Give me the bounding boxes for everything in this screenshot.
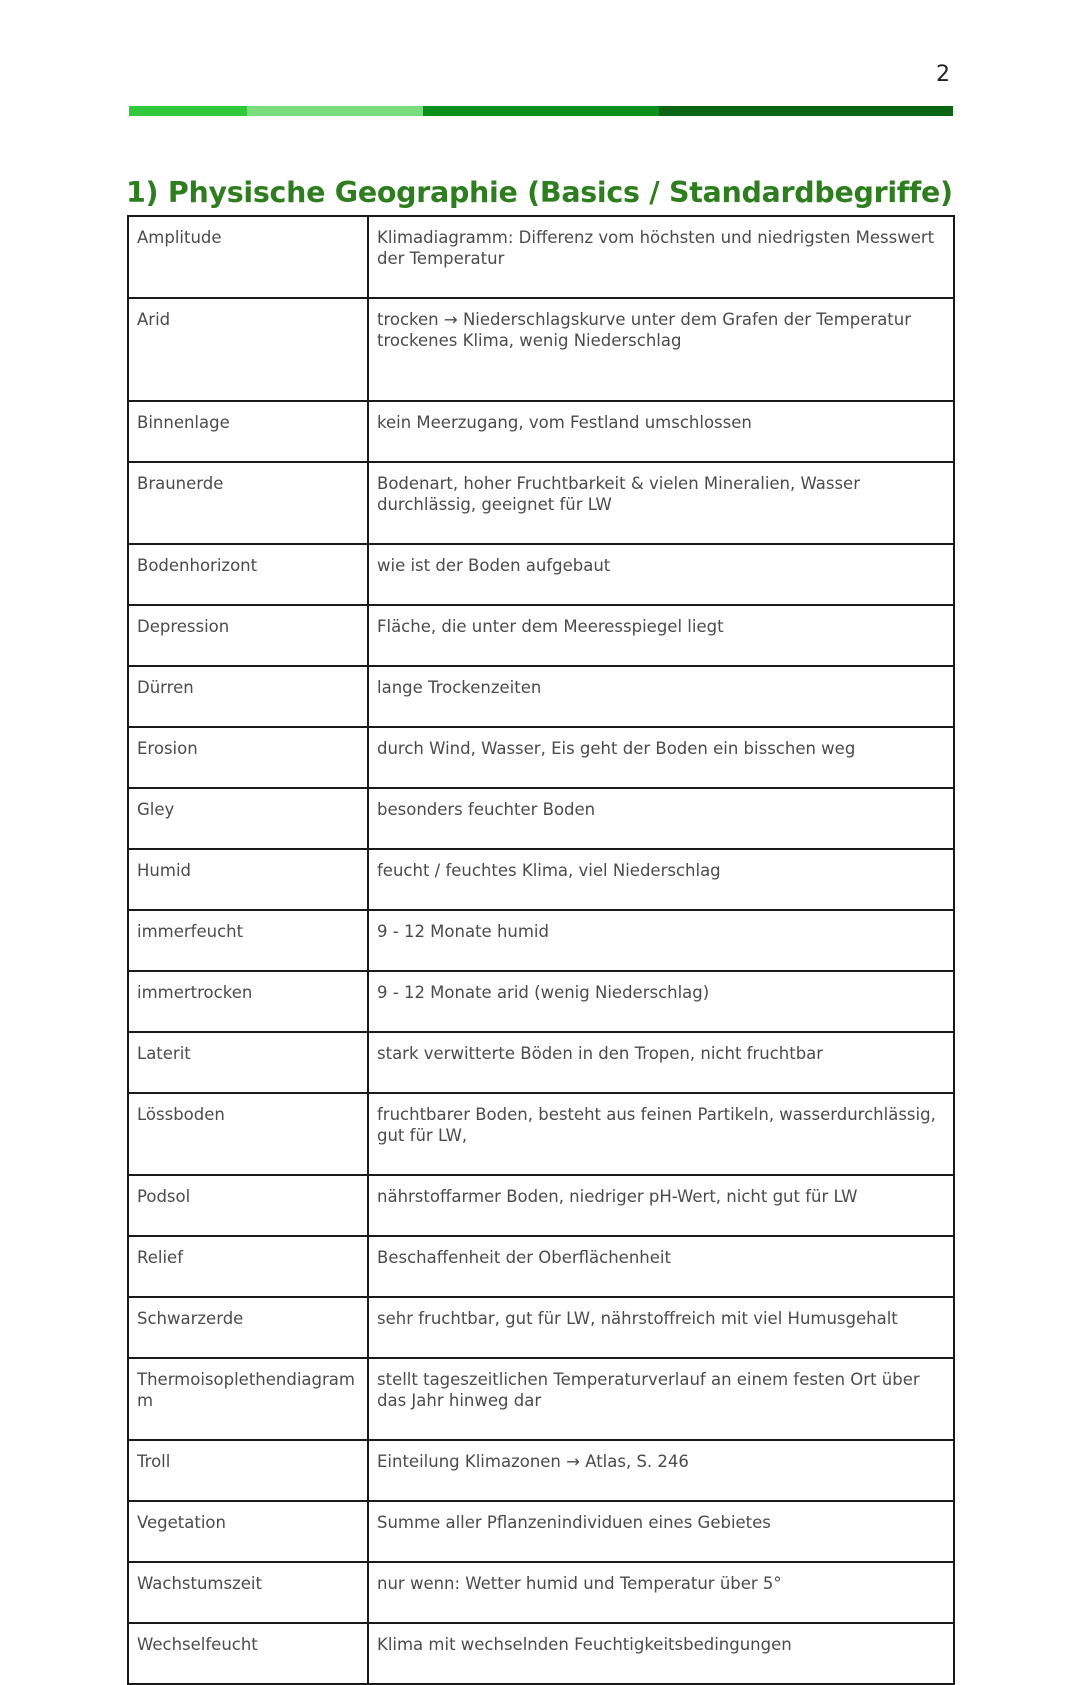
glossary-term: Humid — [128, 849, 368, 910]
glossary-row — [128, 1236, 954, 1297]
glossary-table — [127, 215, 955, 1685]
glossary-row — [128, 401, 954, 462]
glossary-definition: fruchtbarer Boden, besteht aus feinen Partikeln, wasserdurchlässig, gut für LW, — [368, 1093, 954, 1175]
glossary-definition: kein Meerzugang, vom Festland umschlossen — [368, 401, 954, 462]
glossary-term: Braunerde — [128, 462, 368, 544]
glossary-term: Relief — [128, 1236, 368, 1297]
glossary-row — [128, 462, 954, 544]
glossary-term: Vegetation — [128, 1501, 368, 1562]
color-bar-segment-1 — [129, 106, 247, 116]
glossary-definition: wie ist der Boden aufgebaut — [368, 544, 954, 605]
glossary-row — [128, 910, 954, 971]
glossary-row — [128, 544, 954, 605]
glossary-row — [128, 1562, 954, 1623]
glossary-term: Depression — [128, 605, 368, 666]
page-number: 2 — [936, 62, 950, 87]
glossary-definition: Summe aller Pflanzenindividuen eines Gebietes — [368, 1501, 954, 1562]
glossary-term: Laterit — [128, 1032, 368, 1093]
section-title: 1) Physische Geographie (Basics / Standardbegriffe) — [126, 176, 953, 209]
color-bar-segment-2 — [247, 106, 423, 116]
glossary-definition: nährstoffarmer Boden, niedriger pH-Wert, nicht gut für LW — [368, 1175, 954, 1236]
glossary-row — [128, 1032, 954, 1093]
glossary-definition: Klimadiagramm: Differenz vom höchsten und niedrigsten Messwert der Temperatur — [368, 216, 954, 298]
glossary-term: immertrocken — [128, 971, 368, 1032]
glossary-term: Wechselfeucht — [128, 1623, 368, 1684]
glossary-term: Dürren — [128, 666, 368, 727]
glossary-definition: stark verwitterte Böden in den Tropen, nicht fruchtbar — [368, 1032, 954, 1093]
glossary-term: Troll — [128, 1440, 368, 1501]
glossary-definition: lange Trockenzeiten — [368, 666, 954, 727]
glossary-row — [128, 298, 954, 401]
glossary-term: Podsol — [128, 1175, 368, 1236]
glossary-term: Amplitude — [128, 216, 368, 298]
glossary-row — [128, 605, 954, 666]
glossary-row — [128, 1175, 954, 1236]
glossary-definition: Einteilung Klimazonen → Atlas, S. 246 — [368, 1440, 954, 1501]
glossary-row — [128, 1501, 954, 1562]
glossary-term: Thermoisoplethendiagramm — [128, 1358, 368, 1440]
glossary-definition: stellt tageszeitlichen Temperaturverlauf an einem festen Ort über das Jahr hinweg dar — [368, 1358, 954, 1440]
glossary-definition: Fläche, die unter dem Meeresspiegel liegt — [368, 605, 954, 666]
glossary-row — [128, 216, 954, 298]
glossary-row — [128, 788, 954, 849]
glossary-definition: durch Wind, Wasser, Eis geht der Boden ein bisschen weg — [368, 727, 954, 788]
glossary-term: Arid — [128, 298, 368, 401]
glossary-row — [128, 666, 954, 727]
glossary-definition: feucht / feuchtes Klima, viel Niederschlag — [368, 849, 954, 910]
glossary-term: immerfeucht — [128, 910, 368, 971]
glossary-term: Schwarzerde — [128, 1297, 368, 1358]
glossary-definition: Bodenart, hoher Fruchtbarkeit & vielen Mineralien, Wasser durchlässig, geeignet für LW — [368, 462, 954, 544]
glossary-definition: Klima mit wechselnden Feuchtigkeitsbedingungen — [368, 1623, 954, 1684]
glossary-row — [128, 1358, 954, 1440]
glossary-body — [128, 216, 954, 1684]
glossary-row — [128, 1623, 954, 1684]
glossary-term: Gley — [128, 788, 368, 849]
glossary-row — [128, 849, 954, 910]
glossary-row — [128, 727, 954, 788]
glossary-definition: nur wenn: Wetter humid und Temperatur über 5° — [368, 1562, 954, 1623]
glossary-definition: 9 - 12 Monate arid (wenig Niederschlag) — [368, 971, 954, 1032]
glossary-definition: trocken → Niederschlagskurve unter dem Grafen der Temperatur trockenes Klima, wenig Niederschlag — [368, 298, 954, 401]
glossary-term: Binnenlage — [128, 401, 368, 462]
color-bar-segment-4 — [659, 106, 953, 116]
glossary-row — [128, 1093, 954, 1175]
glossary-definition: 9 - 12 Monate humid — [368, 910, 954, 971]
glossary-definition: besonders feuchter Boden — [368, 788, 954, 849]
glossary-definition: Beschaffenheit der Oberflächenheit — [368, 1236, 954, 1297]
glossary-term: Bodenhorizont — [128, 544, 368, 605]
header-color-bar — [129, 106, 953, 116]
glossary-definition: sehr fruchtbar, gut für LW, nährstoffreich mit viel Humusgehalt — [368, 1297, 954, 1358]
color-bar-segment-3 — [423, 106, 659, 116]
glossary-row — [128, 971, 954, 1032]
glossary-row — [128, 1297, 954, 1358]
glossary-term: Lössboden — [128, 1093, 368, 1175]
glossary-term: Erosion — [128, 727, 368, 788]
glossary-row — [128, 1440, 954, 1501]
glossary-term: Wachstumszeit — [128, 1562, 368, 1623]
